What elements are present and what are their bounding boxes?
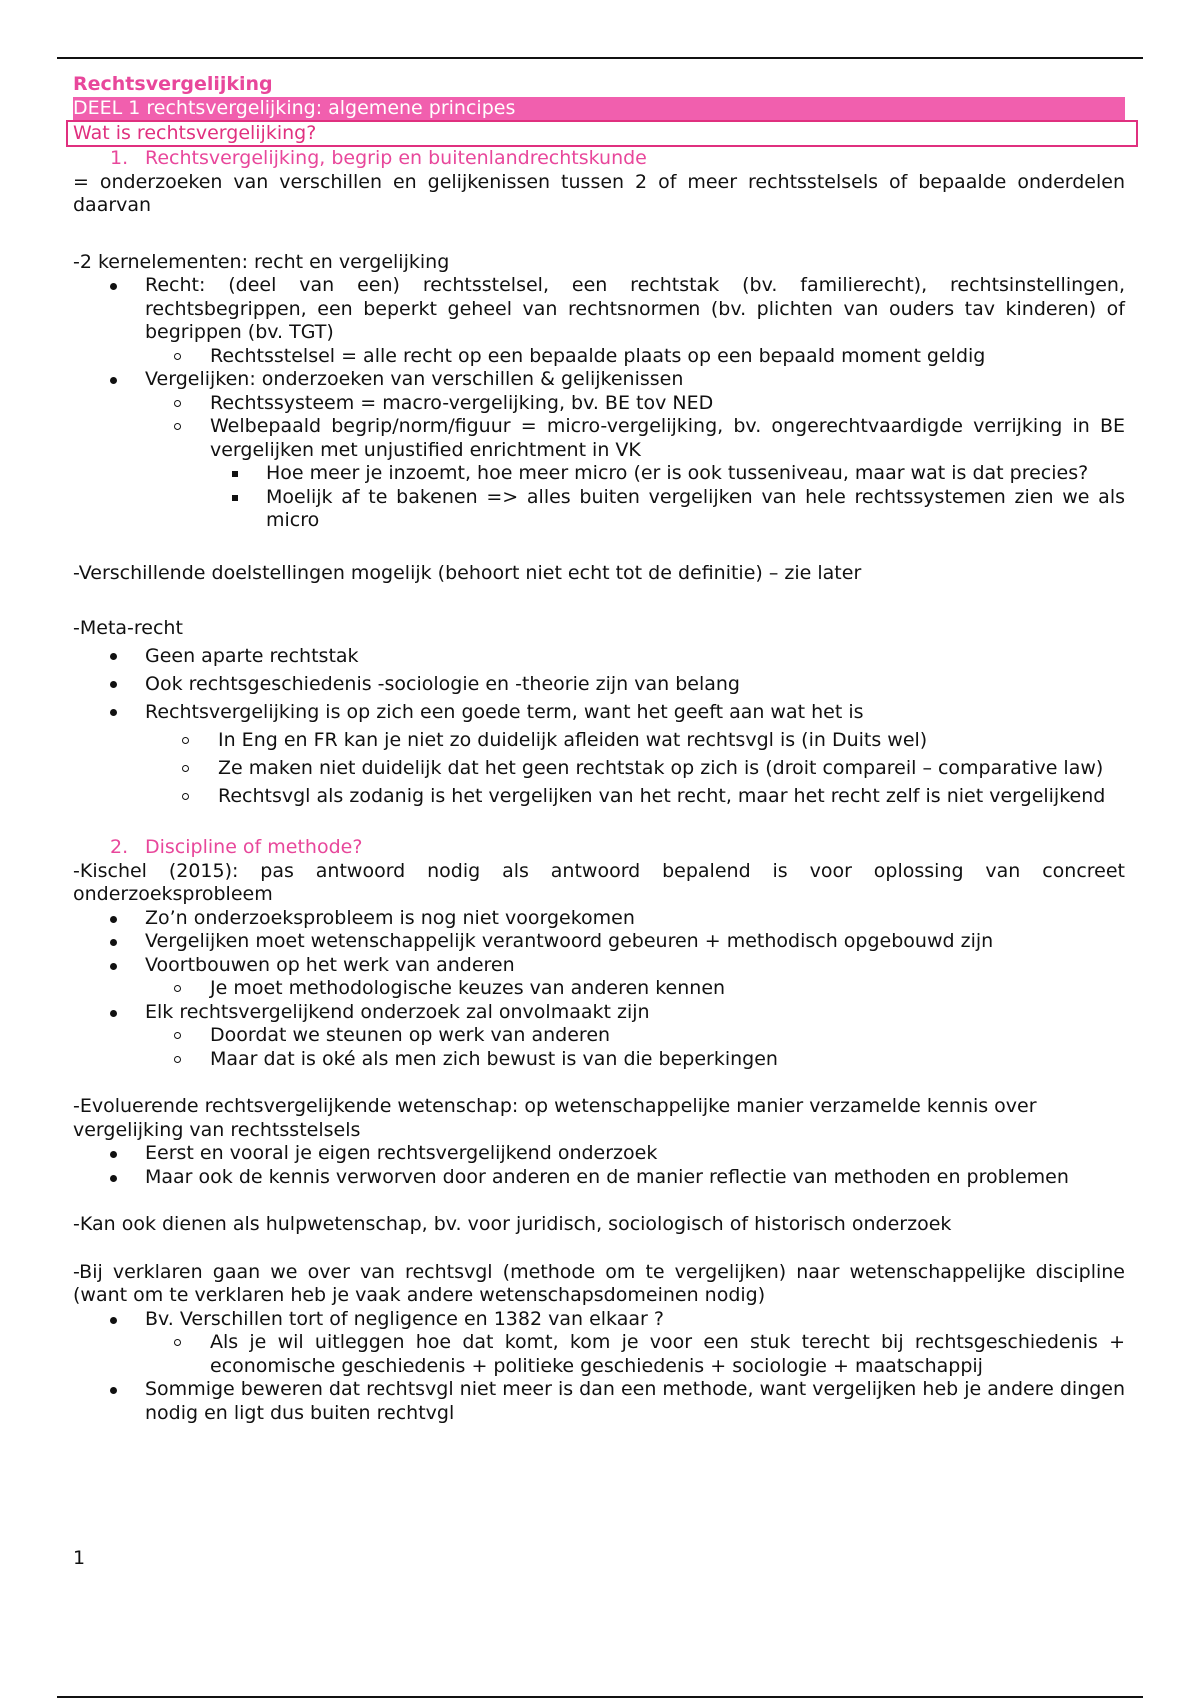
list-item-text: In Eng en FR kan je niet zo duidelijk afleiden wat rechtsvgl is (in Duits wel) — [218, 729, 928, 751]
kischel-list — [73, 907, 1125, 1072]
evoluerende-list — [73, 1142, 1125, 1189]
heading-2 — [110, 836, 1125, 860]
circle-bullet-icon — [174, 1056, 181, 1063]
heading-1-text: Rechtsvergelijking, begrip en buitenlandrechtskunde — [145, 147, 647, 169]
list-item — [73, 670, 1125, 698]
square-bullet-icon — [232, 471, 238, 477]
list-item-text: Eerst en vooral je eigen rechtsvergelijkend onderzoek — [145, 1142, 658, 1164]
list-item-text: Rechtsvgl als zodanig is het vergelijken van het recht, maar het recht zelf is niet vergelijkend — [218, 785, 1106, 807]
list-item — [73, 415, 1125, 462]
spacer — [73, 1189, 1125, 1213]
list-item — [73, 930, 1125, 954]
bullet-icon — [110, 653, 117, 660]
bullet-icon — [110, 709, 117, 716]
list-item-text: Rechtssysteem = macro-vergelijking, bv. BE tov NED — [210, 391, 714, 414]
list-item-text: Maar ook de kennis verworven door anderen en de manier reflectie van methoden en problemen — [145, 1165, 1069, 1188]
circle-bullet-icon — [174, 400, 181, 407]
list-item-text: Hoe meer je inzoemt, hoe meer micro (er is ook tusseniveau, maar wat is dat precies? — [266, 462, 1089, 484]
list-item — [73, 642, 1125, 670]
meta-recht-list — [73, 642, 1125, 810]
list-item — [73, 954, 1125, 978]
list-item-text: Welbepaald begrip/norm/figuur = micro-vergelijking, bv. ongerechtvaardigde verrijking in BE vergelijken met unjustified enrichtment in VK — [210, 415, 1125, 461]
spacer — [73, 585, 1125, 614]
heading-2-text: Discipline of methode? — [145, 836, 363, 858]
list-item-text: Moelijk af te bakenen => alles buiten vergelijken van hele rechtssystemen zien we als micro — [266, 485, 1125, 531]
list-item-text: Je moet methodologische keuzes van anderen kennen — [210, 977, 726, 999]
document-page — [73, 73, 1125, 1425]
bullet-icon — [110, 1387, 117, 1394]
list-item-text: Zo’n onderzoeksprobleem is nog niet voorgekomen — [145, 906, 635, 929]
bullet-icon — [110, 1151, 117, 1158]
list-item-text: Rechtsstelsel = alle recht op een bepaalde plaats op een bepaald moment geldig — [210, 344, 986, 367]
list-item-text: Ze maken niet duidelijk dat het geen rechtstak op zich is (droit compareil – comparative law) — [218, 757, 1104, 779]
list-item-text: Sommige beweren dat rechtsvgl niet meer is dan een methode, want vergelijken heb je andere dingen nodig en ligt dus buiten rechtvgl — [145, 1378, 1125, 1424]
circle-bullet-icon — [182, 737, 189, 744]
doelstellingen-paragraph: -Verschillende doelstellingen mogelijk (behoort niet echt tot de definitie) – zie later — [73, 561, 862, 584]
bullet-icon — [110, 939, 117, 946]
list-item — [73, 462, 1125, 486]
circle-bullet-icon — [174, 423, 181, 430]
list-item — [73, 698, 1125, 726]
list-item — [73, 1048, 1125, 1072]
list-item — [73, 392, 1125, 416]
spacer — [73, 1237, 1125, 1261]
part-heading-band: DEEL 1 rechtsvergelijking: algemene principes — [73, 97, 1125, 121]
square-bullet-icon — [232, 495, 238, 501]
kernelementen-intro: -2 kernelementen: recht en vergelijking — [73, 250, 450, 273]
list-item-text: Voortbouwen op het werk van anderen — [145, 953, 515, 976]
definition-paragraph: = onderzoeken van verschillen en gelijkenissen tussen 2 of meer rechtsstelsels of bepaalde onderdelen daarvan — [73, 170, 1125, 216]
list-item-text: Geen aparte rechtstak — [145, 645, 359, 667]
verklaren-list — [73, 1308, 1125, 1426]
list-item-text: Bv. Verschillen tort of negligence en 1382 van elkaar ? — [145, 1307, 664, 1330]
page-number: 1 — [73, 1547, 86, 1569]
list-item-text: Als je wil uitleggen hoe dat komt, kom je voor een stuk terecht bij rechtsgeschiedenis + economische geschiedenis + politieke geschiedenis + sociologie + maatschappij — [210, 1331, 1125, 1377]
bullet-icon — [110, 283, 117, 290]
list-item-text: Elk rechtsvergelijkend onderzoek zal onvolmaakt zijn — [145, 1000, 650, 1023]
bullet-icon — [110, 1317, 117, 1324]
spacer — [73, 218, 1125, 242]
section-heading-box: Wat is rechtsvergelijking? — [66, 120, 1138, 147]
heading-1 — [110, 147, 1125, 171]
bullet-icon — [110, 377, 117, 384]
list-item-text: Doordat we steunen op werk van anderen — [210, 1024, 611, 1046]
evoluerende-paragraph: -Evoluerende rechtsvergelijkende wetenschap: op wetenschappelijke manier verzamelde kennis over vergelijking van rechtsstelsels — [73, 1095, 1037, 1141]
header-rule — [57, 57, 1143, 59]
list-item-text: Recht: (deel van een) rechtsstelsel, een rechtstak (bv. familierecht), rechtsinstellingen, rechtsbegrippen, een beperkt geheel van rechtsnormen (bv. plichten van ouders tav kinderen) of begrippen (bv. TGT) — [145, 274, 1125, 343]
list-item-text: Rechtsvergelijking is op zich een goede term, want het geeft aan wat het is — [145, 701, 864, 723]
list-item — [73, 345, 1125, 369]
kischel-paragraph: -Kischel (2015): pas antwoord nodig als antwoord bepalend is voor oplossing van concreet onderzoeksprobleem — [73, 859, 1125, 905]
hulpwetenschap-paragraph: -Kan ook dienen als hulpwetenschap, bv. voor juridisch, sociologisch of historisch onderzoek — [73, 1213, 952, 1235]
list-item-text: Ook rechtsgeschiedenis -sociologie en -theorie zijn van belang — [145, 673, 740, 695]
spacer — [73, 533, 1125, 562]
list-item — [73, 726, 1125, 754]
spacer — [73, 1071, 1125, 1095]
list-item — [73, 1001, 1125, 1025]
list-item — [73, 1331, 1125, 1378]
meta-recht-intro: -Meta-recht — [73, 617, 183, 639]
kernelementen-list — [73, 274, 1125, 533]
circle-bullet-icon — [174, 985, 181, 992]
list-item — [73, 907, 1125, 931]
bullet-icon — [110, 681, 117, 688]
list-item — [73, 1024, 1125, 1048]
list-item — [73, 274, 1125, 345]
list-item-text: Maar dat is oké als men zich bewust is van die beperkingen — [210, 1047, 778, 1070]
list-item-text: Vergelijken: onderzoeken van verschillen & gelijkenissen — [145, 368, 684, 390]
list-item — [73, 1378, 1125, 1425]
circle-bullet-icon — [182, 765, 189, 772]
circle-bullet-icon — [174, 1339, 181, 1346]
spacer — [73, 810, 1125, 836]
spacer — [73, 242, 1125, 251]
list-item — [73, 782, 1125, 810]
heading-2-number: 2. — [110, 836, 129, 858]
bullet-icon — [110, 1175, 117, 1182]
list-item — [73, 977, 1125, 1001]
list-item-text: Vergelijken moet wetenschappelijk verantwoord gebeuren + methodisch opgebouwd zijn — [145, 930, 994, 952]
heading-1-number: 1. — [110, 147, 129, 169]
list-item — [73, 1142, 1125, 1166]
list-item — [73, 486, 1125, 533]
bullet-icon — [110, 916, 117, 923]
document-title: Rechtsvergelijking — [73, 73, 273, 95]
list-item — [73, 1308, 1125, 1332]
bullet-icon — [110, 963, 117, 970]
list-item — [73, 1166, 1125, 1190]
list-item — [73, 368, 1125, 392]
circle-bullet-icon — [174, 353, 181, 360]
list-item — [73, 754, 1125, 782]
footer-rule — [57, 1696, 1143, 1698]
circle-bullet-icon — [174, 1032, 181, 1039]
verklaren-paragraph: -Bij verklaren gaan we over van rechtsvgl (methode om te vergelijken) naar wetenschappelijke discipline (want om te verklaren heb je vaak andere wetenschapsdomeinen nodig) — [73, 1260, 1125, 1306]
circle-bullet-icon — [182, 793, 189, 800]
bullet-icon — [110, 1010, 117, 1017]
